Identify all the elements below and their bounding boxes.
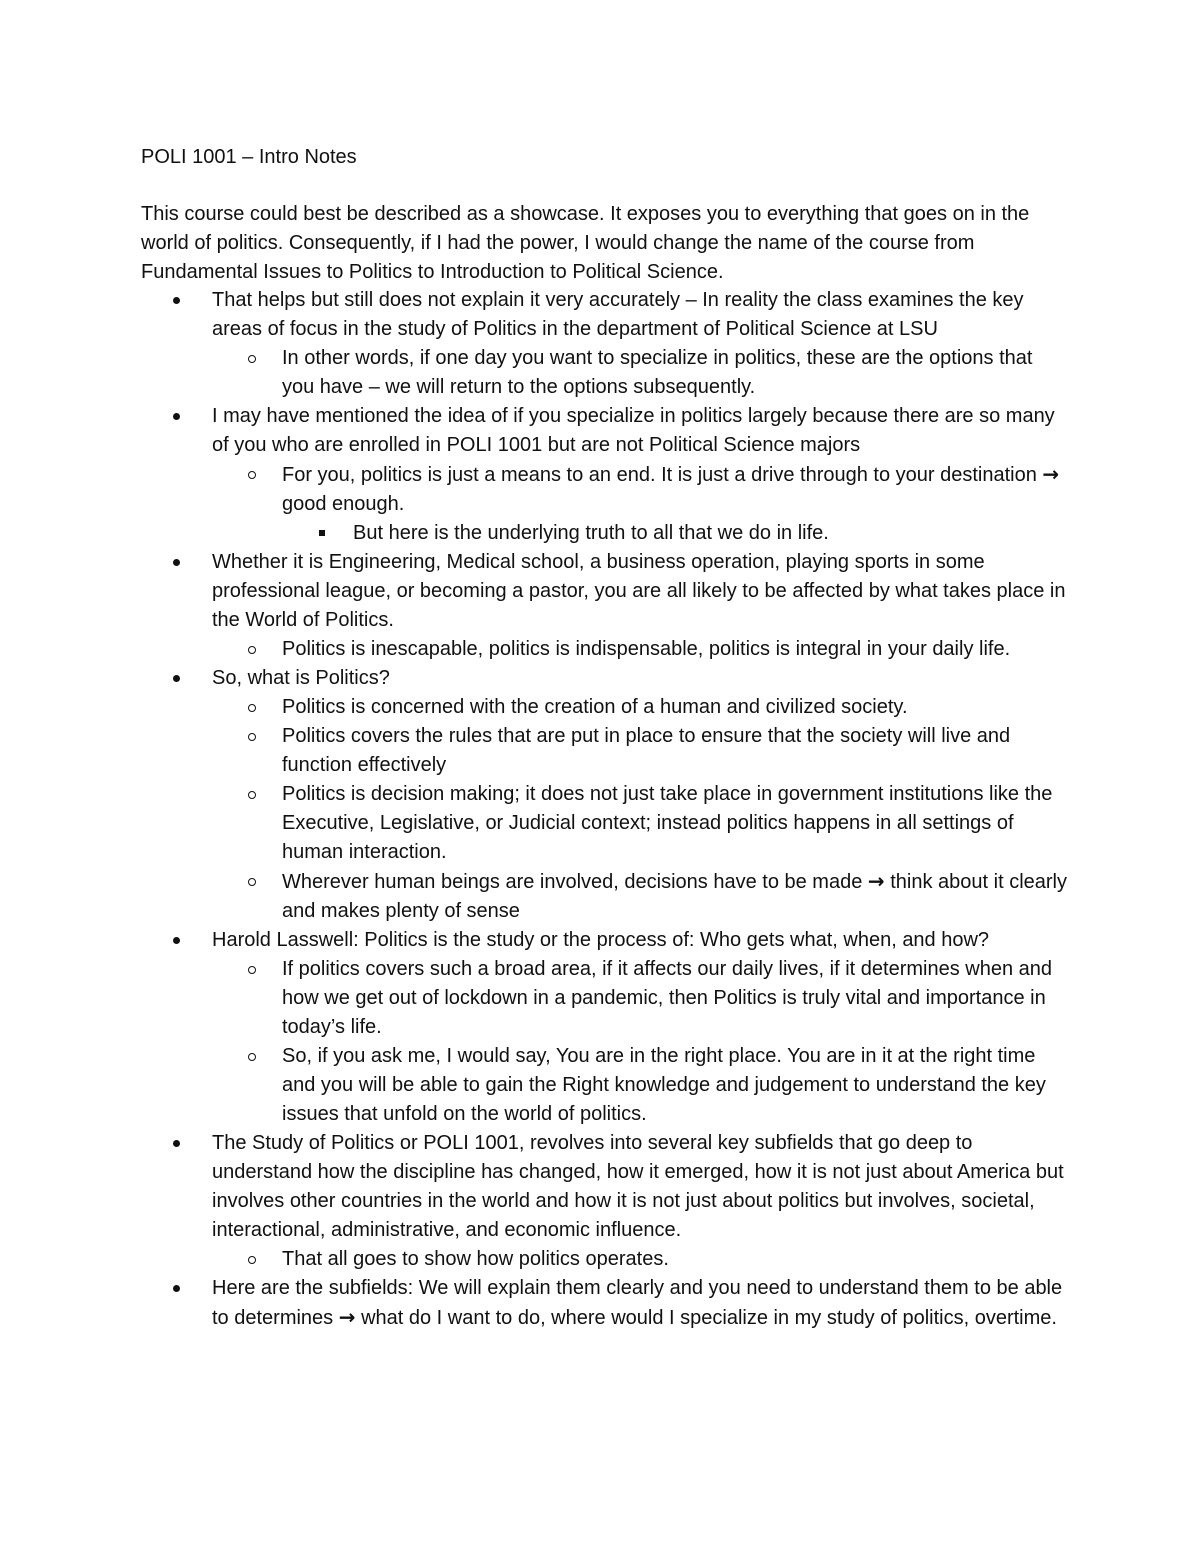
list-item [0, 926, 1067, 955]
list-item [0, 722, 1067, 780]
bullet-square-icon [319, 530, 325, 536]
list-item [0, 460, 1067, 519]
bullet-dot-icon [173, 559, 180, 566]
list-item-text-continued: good enough. [282, 493, 405, 515]
right-arrow-icon: → [867, 869, 885, 893]
bullet-dot-icon [173, 1285, 180, 1292]
list-item [0, 635, 1067, 664]
right-arrow-icon: → [338, 1305, 356, 1329]
bullet-dot-icon [173, 937, 180, 944]
bullet-circle-icon [248, 355, 256, 363]
bullet-dot-icon [173, 413, 180, 420]
list-item-text: Politics is inescapable, politics is indispensable, politics is integral in your daily life. [282, 638, 1011, 660]
bullet-circle-icon [248, 646, 256, 654]
list-item-text: Wherever human beings are involved, decisions have to be made [282, 871, 863, 893]
bullet-circle-icon [248, 704, 256, 712]
list-item [0, 344, 1067, 402]
list-item-text: Harold Lasswell: Politics is the study or the process of: Who gets what, when, and how? [212, 929, 990, 951]
bullet-circle-icon [248, 878, 256, 886]
list-item [0, 286, 1067, 344]
list-item [0, 548, 1067, 635]
list-item [0, 867, 1067, 926]
list-item [0, 1245, 1067, 1274]
list-item-text: Here are the subfields: We will explain them clearly and you need to understand them to be able to determines [212, 1277, 1063, 1329]
right-arrow-icon: → [1042, 462, 1060, 486]
list-item-text-continued: what do I want to do, where would I specialize in my study of politics, overtime. [361, 1307, 1057, 1329]
bullet-circle-icon [248, 791, 256, 799]
bullet-dot-icon [173, 297, 180, 304]
list-item-text: The Study of Politics or POLI 1001, revolves into several key subfields that go deep to understand how the discipline has changed, how it emerged, how it is not just about America but involves other countries in the world and how it is not just about politics but involves, societal, interactional, administrative, and economic influence. [212, 1132, 1064, 1241]
list-item [0, 693, 1067, 722]
list-item [0, 1042, 1067, 1129]
list-item-text: For you, politics is just a means to an end. It is just a drive through to your destination [282, 464, 1037, 486]
list-item-text: So, if you ask me, I would say, You are in the right place. You are in it at the right time and you will be able to gain the Right knowledge and judgement to understand the key issues that unfold on the world of politics. [282, 1045, 1046, 1125]
list-item [0, 1274, 1067, 1333]
bullet-dot-icon [173, 675, 180, 682]
list-item-text: Whether it is Engineering, Medical school, a business operation, playing sports in some professional league, or becoming a pastor, you are all likely to be affected by what takes place in the World of Politics. [212, 551, 1066, 631]
bullet-circle-icon [248, 1256, 256, 1264]
list-item-text: Politics covers the rules that are put in place to ensure that the society will live and function effectively [282, 725, 1011, 776]
list-item-text: That helps but still does not explain it very accurately – In reality the class examines the key areas of focus in the study of Politics in the department of Political Science at LSU [212, 289, 1024, 340]
list-item [0, 1129, 1067, 1245]
list-item [0, 402, 1067, 460]
bullet-circle-icon [248, 1053, 256, 1061]
document-title: POLI 1001 – Intro Notes [141, 146, 357, 168]
list-item-text: Politics is concerned with the creation of a human and civilized society. [282, 696, 908, 718]
bullet-dot-icon [173, 1140, 180, 1147]
list-item-text-continued: think about it clearly and makes plenty of sense [282, 871, 1067, 922]
list-item [0, 664, 1067, 693]
list-item-text: I may have mentioned the idea of if you specialize in politics largely because there are so many of you who are enrolled in POLI 1001 but are not Political Science majors [212, 405, 1055, 456]
list-item-text: So, what is Politics? [212, 667, 390, 689]
list-item [0, 955, 1067, 1042]
list-item-text: That all goes to show how politics operates. [282, 1248, 669, 1270]
bullet-circle-icon [248, 966, 256, 974]
list-item [0, 780, 1067, 867]
list-item-text: If politics covers such a broad area, if it affects our daily lives, if it determines when and how we get out of lockdown in a pandemic, then Politics is truly vital and importance in today’s life. [282, 958, 1052, 1038]
list-item-text: In other words, if one day you want to specialize in politics, these are the options that you have – we will return to the options subsequently. [282, 347, 1033, 398]
notes-list [0, 286, 1200, 1333]
list-item [0, 519, 1067, 548]
list-item-text: Politics is decision making; it does not just take place in government institutions like the Executive, Legislative, or Judicial context; instead politics happens in all settings of human interaction. [282, 783, 1053, 863]
intro-paragraph: This course could best be described as a showcase. It exposes you to everything that goes on in the world of politics. Consequently, if I had the power, I would change the name of the course from Fundamental Issues to Politics to Introduction to Political Science. [141, 203, 1030, 283]
bullet-circle-icon [248, 733, 256, 741]
list-item-text: But here is the underlying truth to all that we do in life. [353, 522, 829, 544]
bullet-circle-icon [248, 471, 256, 479]
